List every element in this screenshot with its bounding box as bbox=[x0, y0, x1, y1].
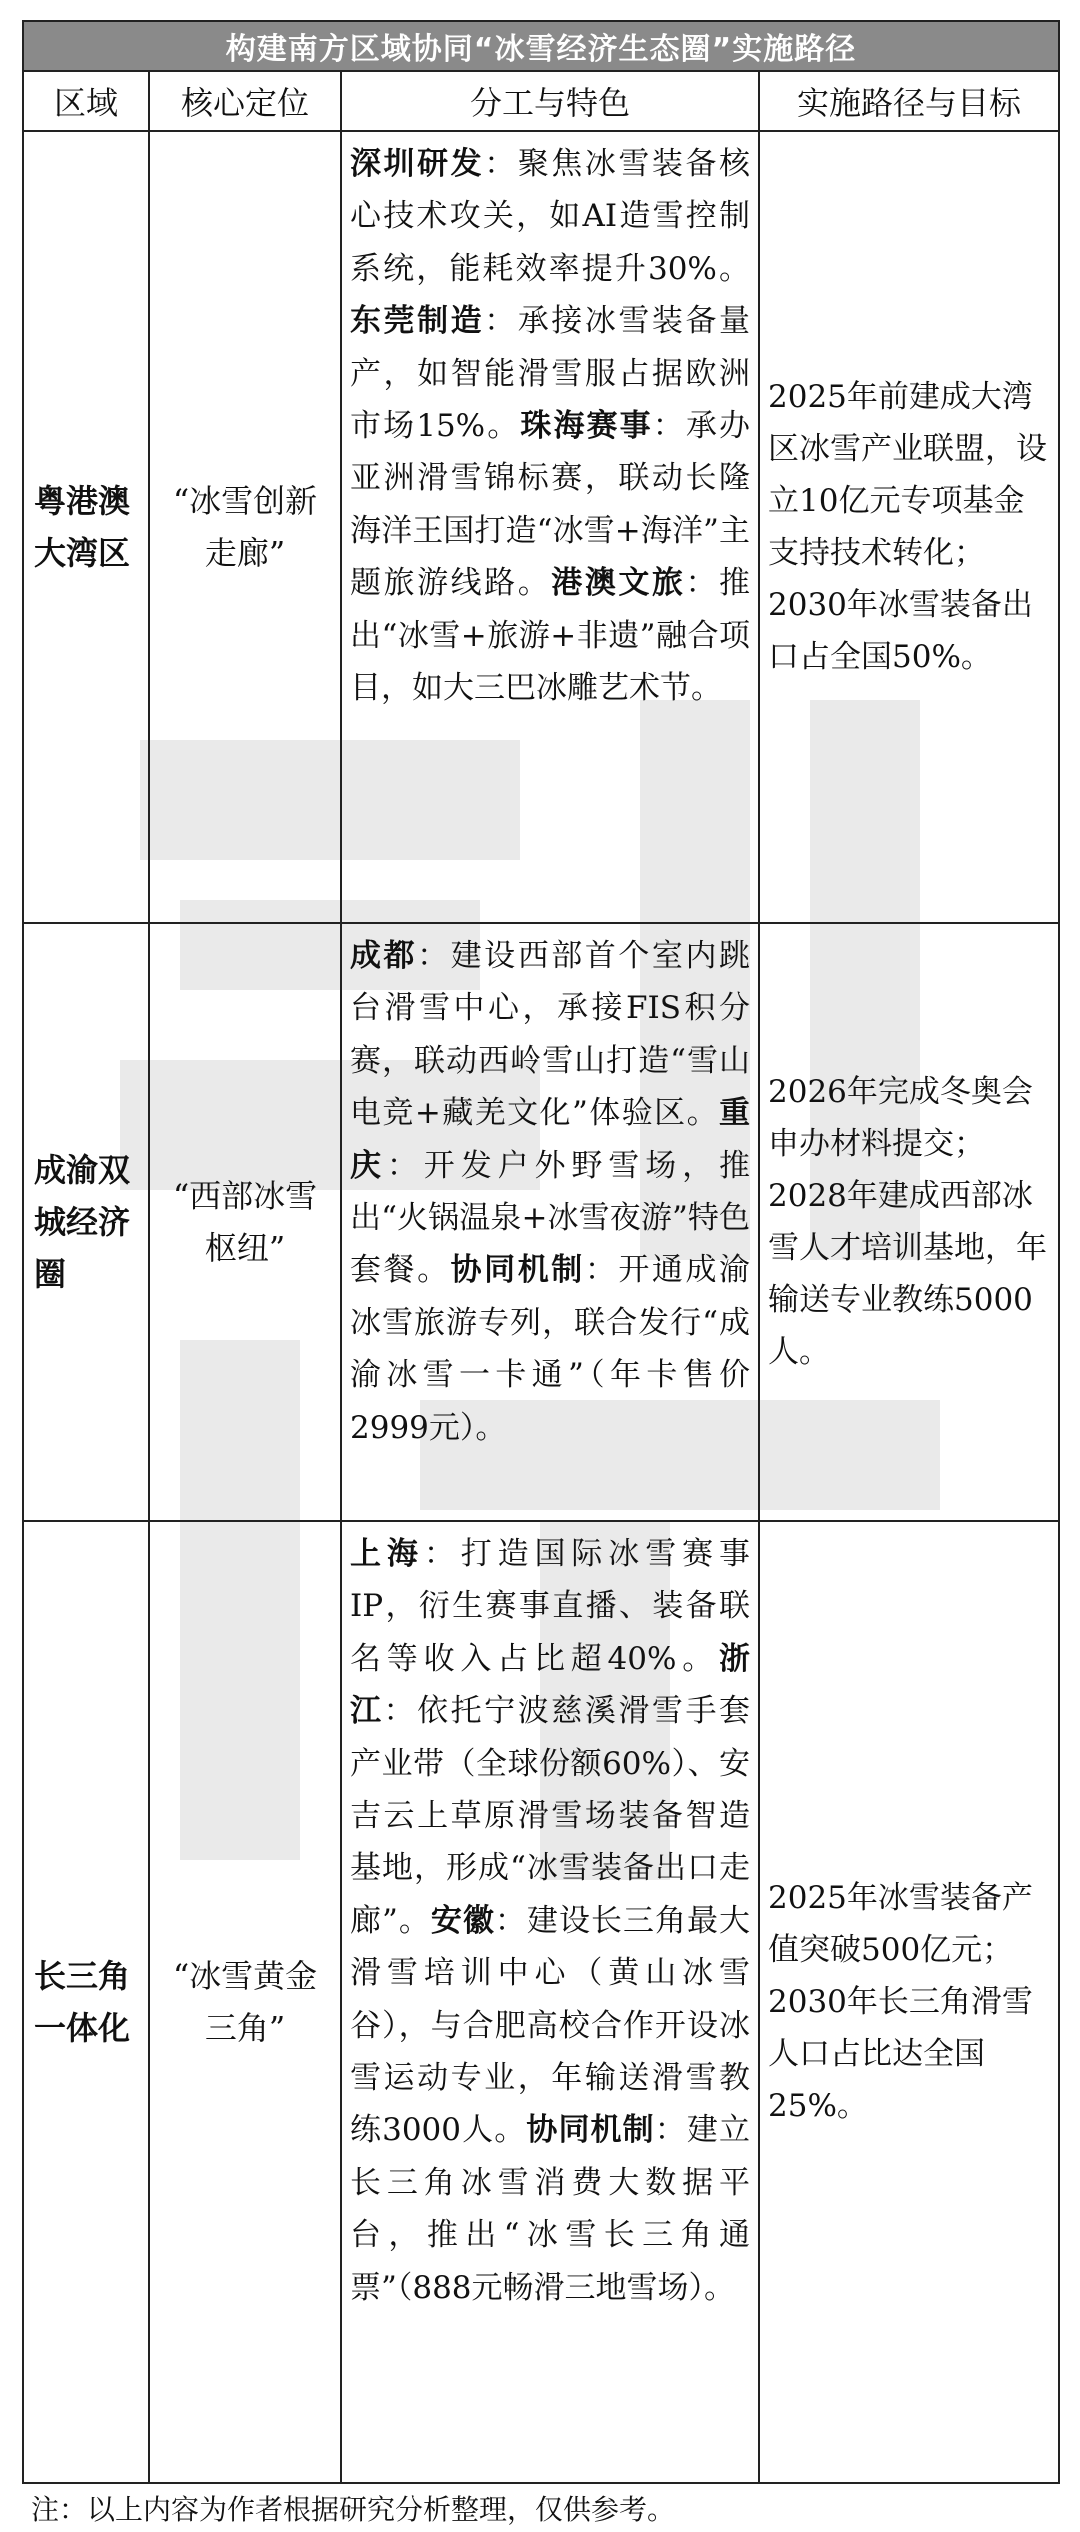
division-label: 深圳研发 bbox=[350, 146, 485, 182]
header-division: 分工与特色 bbox=[341, 71, 759, 131]
division-text: ：承接冰雪装备量产，如智能滑雪服占据欧洲市场15%。 bbox=[350, 303, 751, 445]
path-cell: 2025年冰雪装备产值突破500亿元；2030年长三角滑雪人口占比达全国25%。 bbox=[759, 1521, 1059, 2483]
header-path: 实施路径与目标 bbox=[759, 71, 1059, 131]
division-text: ：聚焦冰雪装备核心技术攻关，如AI造雪控制系统，能耗效率提升30%。 bbox=[350, 146, 751, 287]
division-text: ：开发户外野雪场，推出“火锅温泉+冰雪夜游”特色套餐。 bbox=[350, 1147, 751, 1289]
table-title: 构建南方区域协同“冰雪经济生态圈”实施路径 bbox=[23, 21, 1059, 71]
division-label: 协同机制 bbox=[450, 1252, 585, 1289]
division-label: 东莞制造 bbox=[350, 303, 485, 340]
division-cell bbox=[341, 131, 759, 923]
division-label: 上海 bbox=[350, 1536, 424, 1572]
division-text: ：承办亚洲滑雪锦标赛，联动长隆海洋王国打造“冰雪+海洋”主题旅游线路。 bbox=[350, 408, 750, 602]
division-label: 协同机制 bbox=[526, 2112, 655, 2149]
path-cell: 2025年前建成大湾区冰雪产业联盟，设立10亿元专项基金支持技术转化；2030年冰雪装备出口占全国50%。 bbox=[759, 131, 1059, 923]
division-label: 珠海赛事 bbox=[520, 408, 653, 445]
region-cell: 长三角一体化 bbox=[23, 1521, 149, 2483]
division-text: ：建立长三角冰雪消费大数据平台，推出“冰雪长三角通票”（888元畅滑三地雪场）。 bbox=[350, 2112, 750, 2306]
footnote: 注：以上内容为作者根据研究分析整理，仅供参考。 bbox=[23, 2483, 1059, 2532]
position-cell: “冰雪黄金三角” bbox=[149, 1521, 341, 2483]
header-region: 区域 bbox=[23, 71, 149, 131]
header-position: 核心定位 bbox=[149, 71, 341, 131]
division-text: ：建设西部首个室内跳台滑雪中心，承接FIS积分赛，联动西岭雪山打造“雪山电竞+藏羌文化”体验区。 bbox=[350, 938, 751, 1132]
region-cell: 成渝双城经济圈 bbox=[23, 923, 149, 1521]
table-row bbox=[23, 131, 1059, 923]
region-cell: 粤港澳大湾区 bbox=[23, 131, 149, 923]
division-text: ：建设长三角最大滑雪培训中心（黄山冰雪谷），与合肥高校合作开设冰雪运动专业，年输送滑雪教练3000人。 bbox=[350, 1902, 751, 2149]
position-cell: “西部冰雪枢纽” bbox=[149, 923, 341, 1521]
division-text: ：依托宁波慈溪滑雪手套产业带（全球份额60%）、安吉云上草原滑雪场装备智造基地，形成“冰雪装备出口走廊”。 bbox=[350, 1693, 751, 1939]
division-label: 重庆 bbox=[350, 1095, 750, 1184]
division-text: ：打造国际冰雪赛事IP，衍生赛事直播、装备联名等收入占比超40%。 bbox=[350, 1536, 751, 1677]
division-text: ：开通成渝冰雪旅游专列，联合发行“成渝冰雪一卡通”（年卡售价2999元）。 bbox=[350, 1252, 751, 1446]
position-cell: “冰雪创新走廊” bbox=[149, 131, 341, 923]
division-text: ：推出“冰雪+旅游+非遗”融合项目，如大三巴冰雕艺术节。 bbox=[350, 565, 751, 707]
table-row bbox=[23, 923, 1059, 1521]
strategy-table bbox=[22, 20, 1060, 2532]
division-cell bbox=[341, 923, 759, 1521]
table-row bbox=[23, 1521, 1059, 2483]
division-cell bbox=[341, 1521, 759, 2483]
path-cell: 2026年完成冬奥会申办材料提交；2028年建成西部冰雪人才培训基地，年输送专业教练5000人。 bbox=[759, 923, 1059, 1521]
division-label: 成都 bbox=[350, 938, 418, 974]
division-label: 浙江 bbox=[350, 1640, 750, 1730]
division-label: 安徽 bbox=[430, 1902, 495, 1939]
division-label: 港澳文旅 bbox=[551, 565, 686, 602]
